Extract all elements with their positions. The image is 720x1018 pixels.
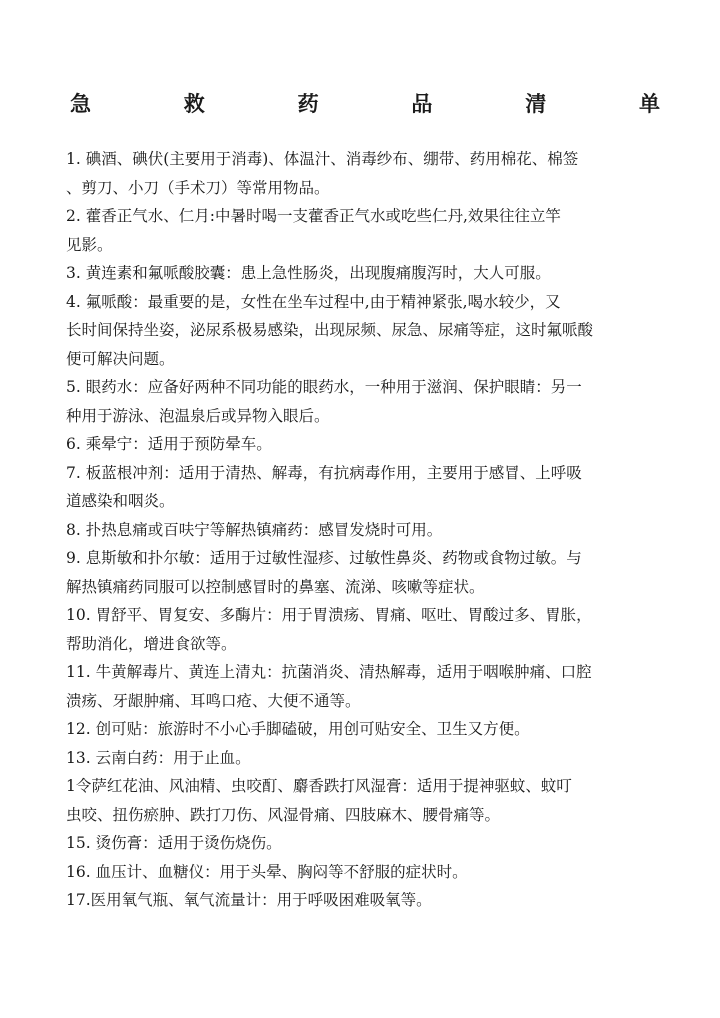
list-item <box>66 715 646 744</box>
title-char: 单 <box>638 91 660 116</box>
item-line: 6. 乘晕宁：适用于预防晕车。 <box>66 435 272 453</box>
list-item <box>66 373 646 430</box>
list-item <box>66 658 646 715</box>
list-item <box>66 601 646 658</box>
item-line: 8. 扑热息痛或百呋宁等解热镇痛药：感冒发烧时可用。 <box>66 520 443 539</box>
item-line: 4. 氟哌酸：最重要的是，女性在坐车过程中,由于精神紧张,喝水较少，又 <box>66 292 561 311</box>
list-item <box>66 772 646 829</box>
list-item <box>66 516 646 545</box>
item-list <box>66 145 646 915</box>
item-line: 7. 板蓝根冲剂：适用于清热、解毒，有抗病毒作用，主要用于感冒、上呼吸 <box>66 463 582 482</box>
list-item <box>66 202 646 259</box>
list-item <box>66 288 646 374</box>
list-item <box>66 858 646 887</box>
item-line: 便可解决问题。 <box>66 349 175 368</box>
item-line: 溃疡、牙龈肿痛、耳鸣口疮、大便不通等。 <box>66 691 361 710</box>
list-item <box>66 259 646 288</box>
title-char: 清 <box>525 91 547 116</box>
title-char: 品 <box>411 91 433 116</box>
item-line: 2. 藿香正气水、仁月:中暑时喝一支藿香正气水或吃些仁丹,效果往往立竿 <box>66 207 561 225</box>
item-line: 10. 胃舒平、胃复安、多酶片：用于胃溃疡、胃痛、呕吐、胃酸过多、胃胀， <box>66 606 592 624</box>
list-item <box>66 145 646 202</box>
list-item <box>66 886 646 915</box>
item-line: 、剪刀、小刀（手术刀）等常用物品。 <box>66 178 330 197</box>
list-item <box>66 459 646 516</box>
item-line: 道感染和咽炎。 <box>66 492 175 510</box>
item-line: 12. 创可贴：旅游时不小心手脚磕破，用创可贴安全、卫生又方便。 <box>66 720 530 738</box>
document-title <box>70 88 660 118</box>
item-line: 种用于游泳、泡温泉后或异物入眼后。 <box>66 406 330 425</box>
item-line: 16. 血压计、血糖仪：用于头晕、胸闷等不舒服的症状时。 <box>66 862 468 881</box>
item-line: 17.医用氧气瓶、氧气流量计：用于呼吸困难吸氧等。 <box>66 891 432 909</box>
item-line: 1令萨红花油、风油精、虫咬酊、麝香跌打风湿膏：适用于提神驱蚊、蚊叮 <box>66 777 572 795</box>
title-char: 救 <box>183 91 205 116</box>
item-line: 帮助消化，增进食欲等。 <box>66 634 237 653</box>
item-line: 虫咬、扭伤瘀肿、跌打刀伤、风湿骨痛、四肢麻木、腰骨痛等。 <box>66 805 501 824</box>
list-item <box>66 544 646 601</box>
list-item <box>66 430 646 459</box>
item-line: 11. 牛黄解毒片、黄连上清丸：抗菌消炎、清热解毒，适用于咽喉肿痛、口腔 <box>66 663 592 681</box>
item-line: 长时间保持坐姿，泌尿系极易感染，出现尿频、尿急、尿痛等症，这时氟哌酸 <box>66 321 594 339</box>
item-line: 1. 碘酒、碘伏(主要用于消毒)、体温汁、消毒纱布、绷带、药用棉花、棉签 <box>66 150 579 168</box>
title-char: 急 <box>70 91 91 116</box>
item-line: 13. 云南白药：用于止血。 <box>66 748 251 767</box>
item-line: 9. 息斯敏和扑尔敏：适用于过敏性湿疹、过敏性鼻炎、药物或食物过敏。与 <box>66 549 582 567</box>
list-item <box>66 744 646 773</box>
item-line: 5. 眼药水：应备好两种不同功能的眼药水，一种用于滋润、保护眼睛：另一 <box>66 378 582 396</box>
item-line: 3. 黄连素和氟哌酸胶囊：患上急性肠炎，出现腹痛腹泻时，大人可服。 <box>66 264 551 282</box>
list-item <box>66 829 646 858</box>
item-line: 见影。 <box>66 235 113 254</box>
title-char: 药 <box>297 91 319 116</box>
item-line: 15. 烫伤膏：适用于烫伤烧伤。 <box>66 834 282 852</box>
item-line: 解热镇痛药同服可以控制感冒时的鼻塞、流涕、咳嗽等症状。 <box>66 577 485 596</box>
